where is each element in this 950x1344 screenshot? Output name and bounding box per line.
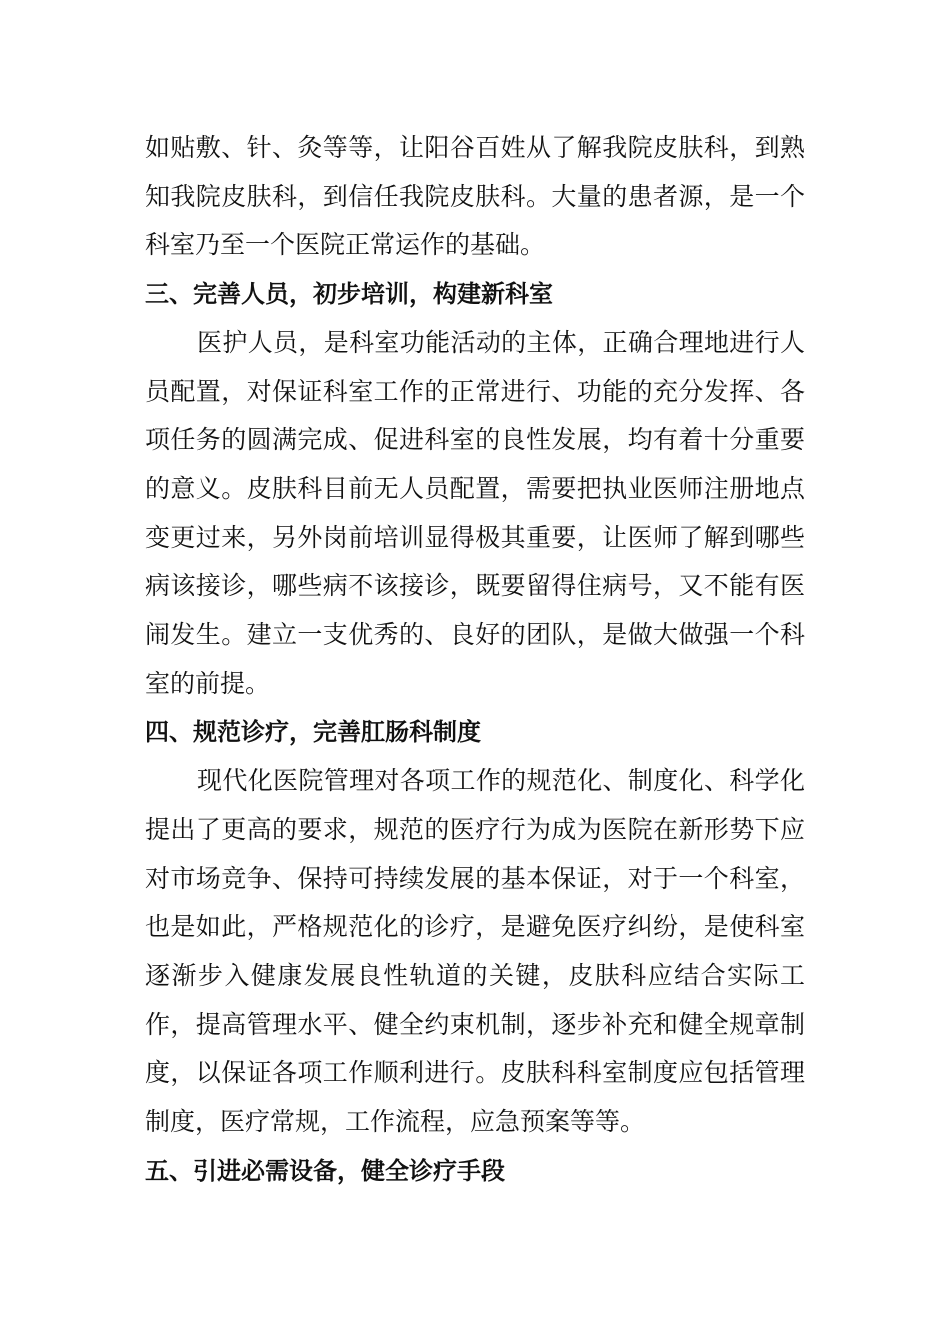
heading-section-3: 三、完善人员，初步培训，构建新科室	[145, 280, 553, 309]
heading-section-5: 五、引进必需设备，健全诊疗手段	[145, 1156, 505, 1185]
paragraph-section-4: 现代化医院管理对各项工作的规范化、制度化、科学化提出了更高的要求，规范的医疗行为成为医院在新形势下应对市场竞争、保持可持续发展的基本保证，对于一个科室，也是如此，严格规范化的诊疗，是避免医疗纠纷，是使科室逐渐步入健康发展良性轨道的关键，皮肤科应结合实际工作，提高管理水平、健全约束机制，逐步补充和健全规章制度，以保证各项工作顺利进行。皮肤科科室制度应包括管理制度，医疗常规，工作流程，应急预案等等。	[145, 766, 805, 1137]
document-page	[145, 124, 805, 1195]
heading-section-4: 四、规范诊疗，完善肛肠科制度	[145, 718, 481, 747]
paragraph-section-3: 医护人员，是科室功能活动的主体，正确合理地进行人员配置，对保证科室工作的正常进行、功能的充分发挥、各项任务的圆满完成、促进科室的良性发展，均有着十分重要的意义。皮肤科目前无人员配置，需要把执业医师注册地点变更过来，另外岗前培训显得极其重要，让医师了解到哪些病该接诊，哪些病不该接诊，既要留得住病号，又不能有医闹发生。建立一支优秀的、良好的团队，是做大做强一个科室的前提。	[145, 327, 805, 698]
paragraph-intro: 如贴敷、针、灸等等，让阳谷百姓从了解我院皮肤科，到熟知我院皮肤科，到信任我院皮肤科。大量的患者源，是一个科室乃至一个医院正常运作的基础。	[145, 133, 805, 260]
